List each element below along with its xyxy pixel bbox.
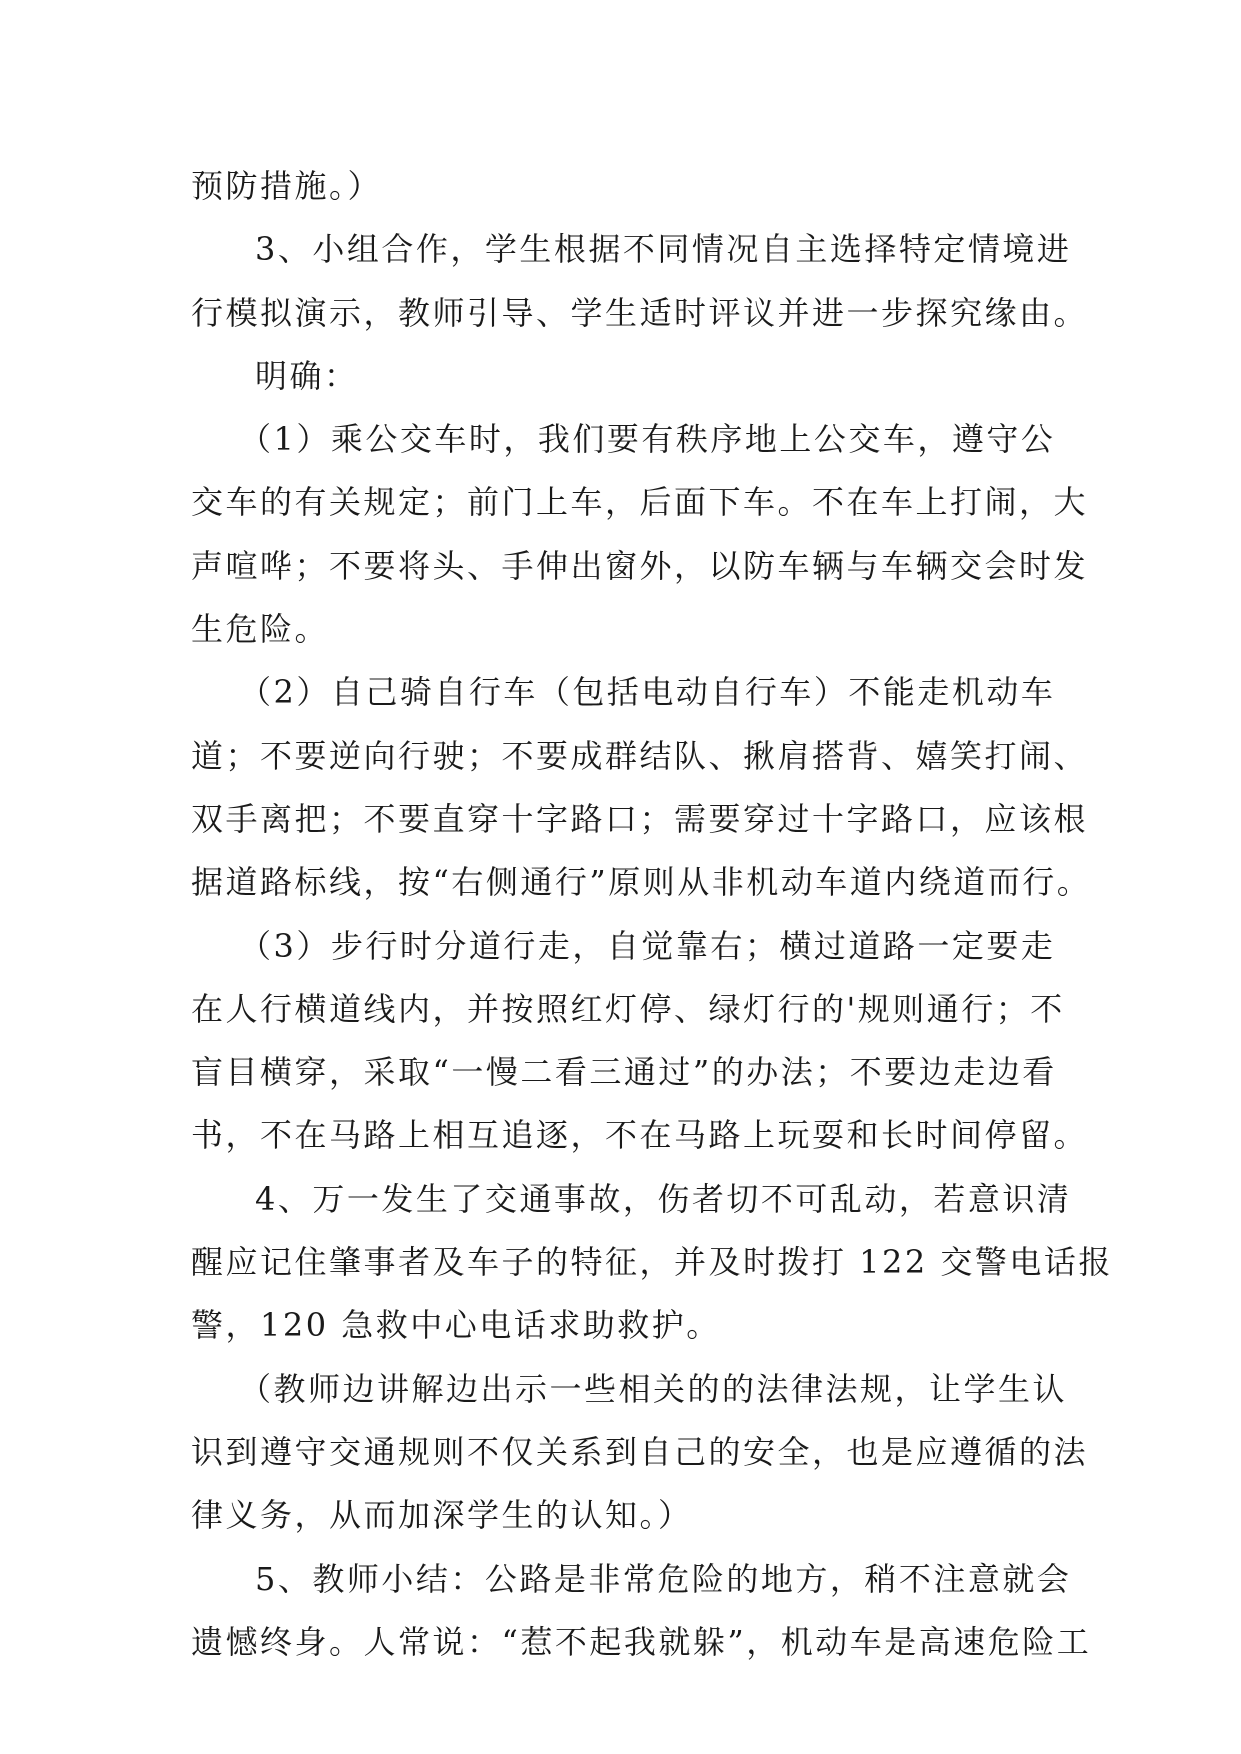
text-line: 遗憾终身。人常说：“惹不起我就躲”，机动车是高速危险工: [191, 1622, 1092, 1661]
document-body: [191, 155, 1113, 1674]
text-line: 4、万一发生了交通事故，伤者切不可乱动，若意识清: [255, 1179, 1072, 1218]
text-line: 据道路标线，按“右侧通行”原则从非机动车道内绕道而行。: [191, 863, 1092, 902]
text-line: 双手离把；不要直穿十字路口；需要穿过十字路口，应该根: [191, 799, 1089, 838]
text-line: 盲目横穿，采取“一慢二看三通过”的办法；不要边走边看: [191, 1053, 1057, 1092]
text-line: 行模拟演示，教师引导、学生适时评议并进一步探究缘由。: [191, 293, 1089, 332]
text-line: 交车的有关规定；前门上车，后面下车。不在车上打闹，大: [191, 483, 1089, 522]
text-line: 3、小组合作，学生根据不同情况自主选择特定情境进: [255, 230, 1072, 269]
text-line: （教师边讲解边出示一些相关的的法律法规，让学生认: [239, 1369, 1068, 1408]
text-line: 在人行横道线内，并按照红灯停、绿灯行的'规则通行；不: [191, 989, 1065, 1028]
text-line: 醒应记住肇事者及车子的特征，并及时拨打 122 交警电话报: [191, 1243, 1113, 1282]
text-line: （2）自己骑自行车（包括电动自行车）不能走机动车: [239, 673, 1056, 712]
text-line: 书，不在马路上相互追逐，不在马路上玩耍和长时间停留。: [191, 1116, 1089, 1155]
text-line: 生危险。: [191, 610, 330, 649]
text-line: 预防措施。）: [191, 167, 383, 205]
text-line: 明确：: [255, 356, 359, 395]
text-line: 警，120 急救中心电话求助救护。: [191, 1306, 721, 1345]
text-line: 声喧哗；不要将头、手伸出窗外，以防车辆与车辆交会时发: [191, 546, 1089, 585]
text-line: 5、教师小结：公路是非常危险的地方，稍不注意就会: [255, 1559, 1072, 1598]
text-line: （3）步行时分道行走，自觉靠右；横过道路一定要走: [239, 926, 1056, 965]
text-line: 识到遵守交通规则不仅关系到自己的安全，也是应遵循的法: [191, 1432, 1089, 1471]
text-line: 道；不要逆向行驶；不要成群结队、揪肩搭背、嬉笑打闹、: [191, 736, 1089, 775]
text-line: （1）乘公交车时，我们要有秩序地上公交车，遵守公: [239, 420, 1056, 459]
text-line: 律义务，从而加深学生的认知。）: [191, 1496, 693, 1535]
